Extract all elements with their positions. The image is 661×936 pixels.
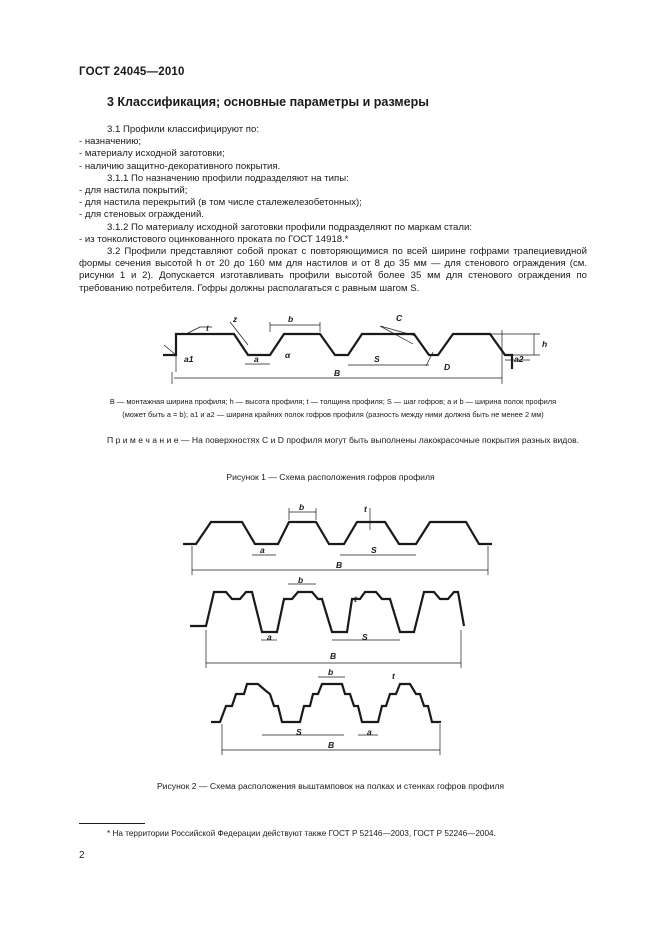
list-item: - для настила перекрытий (в том числе сталежелезобетонных);	[79, 197, 362, 209]
list-item: - назначению;	[79, 136, 142, 148]
label-b: b	[328, 667, 334, 677]
label-b: b	[288, 314, 294, 324]
label-s: S	[371, 545, 377, 555]
legend-line: (может быть a = b); a1 и a2 — ширина крайних полок гофров профиля (разность между ними должна быть не менее 2 мм)	[122, 410, 544, 419]
figure1-legend	[79, 395, 587, 421]
label-h: h	[542, 339, 548, 349]
label-c: C	[396, 313, 403, 323]
label-t: t	[354, 594, 357, 604]
label-alpha: α	[285, 350, 291, 360]
figure2-diagram	[0, 495, 661, 765]
label-b-width: B	[328, 740, 335, 750]
footnote-rule	[79, 823, 145, 824]
profile-line-middle	[190, 592, 464, 632]
paragraph-3-1-1: 3.1.1 По назначению профили подразделяют на типы:	[107, 172, 349, 184]
footnote: * На территории Российской Федерации действуют также ГОСТ Р 52146—2003, ГОСТ Р 52246—2004.	[107, 829, 496, 838]
label-s: S	[296, 727, 302, 737]
label-t: t	[206, 323, 209, 333]
legend-line: B — монтажная ширина профиля; h — высота профиля; t — толщина профиля; S — шаг гофров; a и b — ширина полок профиля	[109, 397, 557, 406]
figure1-caption: Рисунок 1 — Схема расположения гофров профиля	[226, 472, 435, 482]
label-b: b	[298, 575, 304, 585]
label-t: t	[364, 504, 367, 514]
document-header: ГОСТ 24045—2010	[79, 66, 185, 78]
section-title: 3 Классификация; основные параметры и размеры	[107, 95, 429, 109]
label-a2: a2	[514, 354, 524, 364]
label-a: a	[254, 354, 259, 364]
label-d: D	[444, 362, 451, 372]
note	[79, 434, 587, 447]
list-item: - для настила покрытий;	[79, 185, 188, 197]
label-b-width: B	[336, 560, 343, 570]
label-s: S	[374, 354, 380, 364]
label-s: S	[362, 632, 368, 642]
label-b-width: B	[330, 651, 337, 661]
label-a: a	[260, 545, 265, 555]
label-z: z	[233, 314, 238, 324]
paragraph-3-1: 3.1 Профили классифицируют по:	[107, 124, 260, 135]
figure1-diagram	[0, 313, 661, 378]
label-a: a	[267, 632, 272, 642]
label-b: b	[299, 502, 305, 512]
profile-line-bottom	[211, 684, 441, 722]
label-b-width: B	[334, 368, 341, 378]
figure2-caption: Рисунок 2 — Схема расположения выштамповок на полках и стенках гофров профиля	[156, 781, 505, 791]
label-a1: a1	[184, 354, 194, 364]
label-a: a	[367, 727, 372, 737]
profile-line	[163, 334, 512, 369]
label-t: t	[392, 671, 395, 681]
note-label: П р и м е ч а н и е	[107, 435, 179, 445]
page-number: 2	[79, 850, 85, 861]
list-item: - из тонколистового оцинкованного проката по ГОСТ 14918.*	[79, 233, 349, 245]
note-text: — На поверхностях C и D профиля могут быть выполнены лакокрасочные покрытия разных видов.	[178, 435, 580, 445]
list-item: - наличию защитно-декоративного покрытия.	[79, 160, 281, 172]
paragraph-3-1-2: 3.1.2 По материалу исходной заготовки профили подразделяют по маркам стали:	[107, 221, 473, 233]
list-item: - материалу исходной заготовки;	[79, 148, 225, 160]
list-item: - для стеновых ограждений.	[79, 209, 204, 221]
body-text	[79, 124, 587, 295]
profile-line-top	[183, 522, 492, 544]
paragraph-3-2: 3.2 Профили представляют собой прокат с повторяющимися по всей ширине гофрами трапециевидной формы сечения высотой h от 20 до 160 мм для настилов и от 8 до 35 мм — для стенового ограждения (см. рисунки 1 и 2). Допускается изготавливать профили высотой более 35 мм для стенового ограждения по требованию потребителя. Гофры должны располагаться с равным шагом S.	[79, 246, 587, 294]
